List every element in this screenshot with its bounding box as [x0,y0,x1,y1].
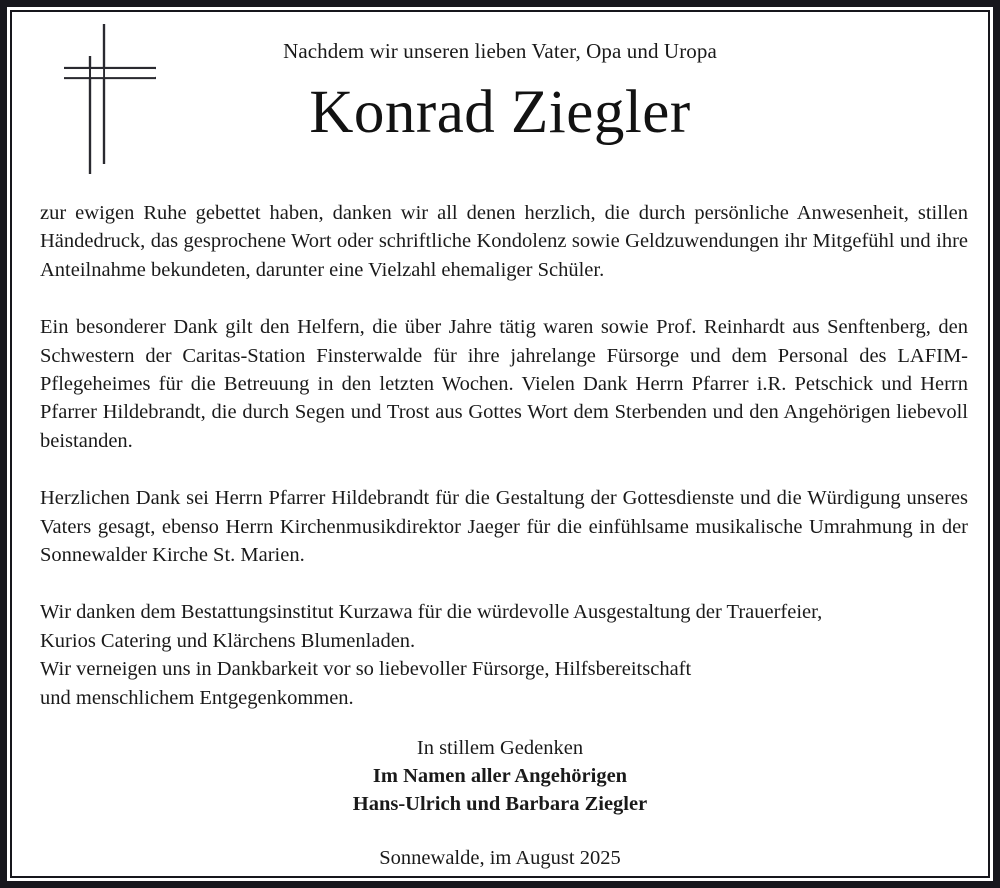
paragraph-thanks-helpers: Ein besonderer Dank gilt den Helfern, die über Jahre tätig waren sowie Prof. Reinhardt aus Senftenberg, den Schwestern der Caritas-Station Finsterwalde für ihre jahrelange Fürsorge und dem Personal des LAFIM-Pflegeheimes für die Betreuung in den letzten Wochen. Vielen Dank Herrn Pfarrer i.R. Petschick und Herrn Pfarrer Hildebrandt, die durch Segen und Trost aus Gottes Wort dem Sterbenden und den Angehörigen liebevoll beistanden. [40,316,968,452]
closing-line-signatories: Hans-Ulrich und Barbara Ziegler [352,793,648,815]
closing-block [12,734,988,818]
notice-header [12,38,988,148]
place-and-date: Sonnewalde, im August 2025 [379,847,621,869]
notice-body [40,199,968,712]
paragraph-thanks-intro: zur ewigen Ruhe gebettet haben, danken wir all denen herzlich, die durch persönliche Anwesenheit, stillen Händedruck, das gesprochene Wort oder schriftliche Kondolenz sowie Geldzuwendungen ihr Mitgefühl und ihre Anteilnahme bekundeten, darunter eine Vielzahl ehemaliger Schüler. [40,202,968,281]
eyebrow-text: Nachdem wir unseren lieben Vater, Opa und Uropa [283,39,717,63]
closing-line-family: Im Namen aller Angehörigen [372,765,628,787]
vendor-line-4: und menschlichem Entgegenkommen. [40,686,354,709]
paragraph-thanks-vendors [40,598,968,712]
vendor-line-1: Wir danken dem Bestattungsinstitut Kurzawa für die würdevolle Ausgestaltung der Trauerfeier, [40,601,823,624]
vendor-line-3: Wir verneigen uns in Dankbarkeit vor so liebevoller Fürsorge, Hilfsbereitschaft [40,658,692,681]
paragraph-thanks-service: Herzlichen Dank sei Herrn Pfarrer Hildebrandt für die Gestaltung der Gottesdienste und die Würdigung unseres Vaters gesagt, ebenso Herrn Kirchenmusikdirektor Jaeger für die einfühlsame musikalische Umrahmung in der Sonnewalder Kirche St. Marien. [40,487,968,567]
notice-content [12,12,988,876]
deceased-name: Konrad Ziegler [309,79,691,146]
closing-line-remembrance: In stillem Gedenken [416,737,584,759]
vendor-line-2: Kurios Catering und Klärchens Blumenladen. [40,629,416,652]
